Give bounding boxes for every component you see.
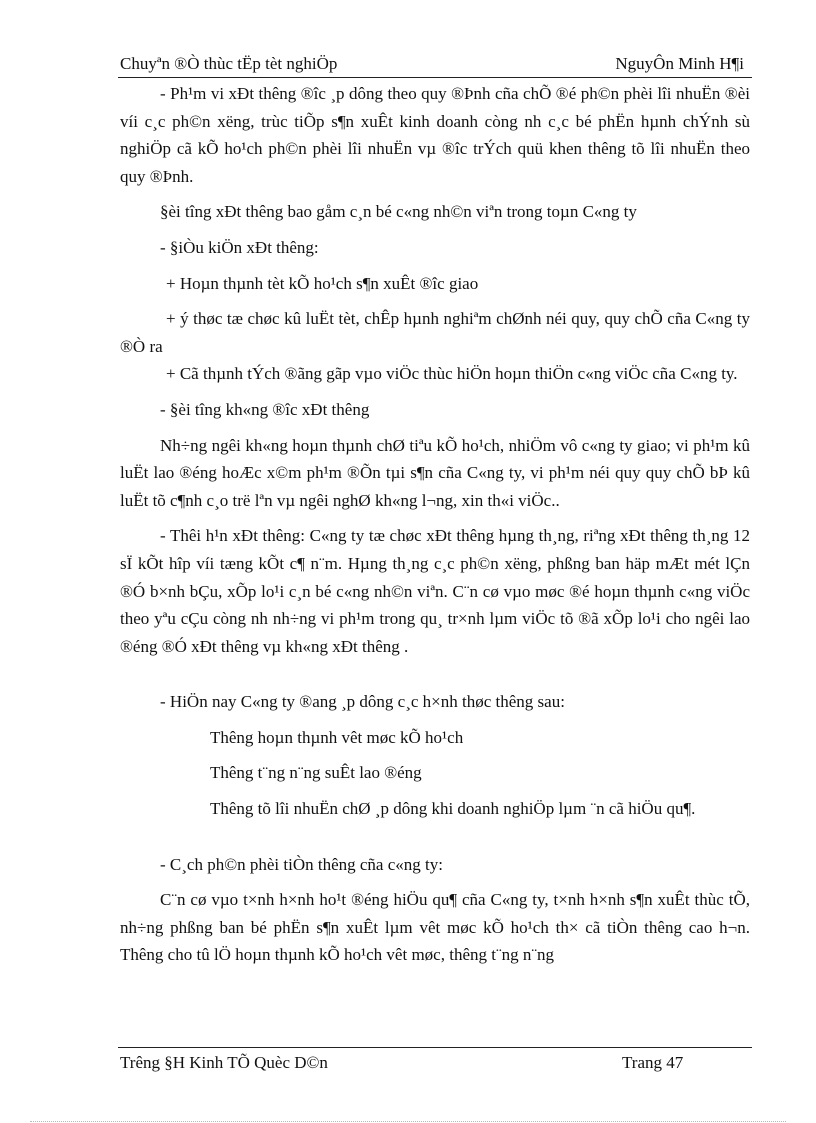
- header-title: Chuyªn ®Ò thùc tËp tèt nghiÖp: [120, 54, 338, 73]
- condition-item-1: + Hoµn thµnh tèt kÕ ho¹ch s¶n xuÊt ®îc giao: [166, 273, 479, 293]
- condition-item-3: + Cã thµnh tÝch ®ãng gãp vµo viÖc thùc hiÖn hoµn thiÖn c«ng viÖc cña C«ng ty.: [166, 364, 738, 384]
- paragraph-distribution-detail: C¨n cø vµo t×nh h×nh ho¹t ®éng hiÖu qu¶ cña C«ng ty, t×nh h×nh s¶n xuÊt thùc tÕ, nh÷ng phßng ban bé phËn s¶n xuÊt lµm vêt møc kÕ ho¹ch th× cã tiÒn thêng cao h¬n. Thêng cho tû lÖ hoµn thµnh kÕ ho¹ch vêt møc, thêng t¨ng n¨ng: [120, 890, 750, 965]
- header-author: NguyÔn Minh H¶i: [615, 54, 744, 73]
- paragraph-bonus-forms-heading: - HiÖn nay C«ng ty ®ang ¸p dông c¸c h×nh thøc thêng sau:: [160, 692, 565, 712]
- page-edge-divider: [30, 1121, 786, 1122]
- paragraph-review-period: - Thêi h¹n xÐt thêng: C«ng ty tæ chøc xÐt thêng hµng th¸ng, riªng xÐt thêng th¸ng 12 sÏ kÕt hîp víi tæng kÕt c¶ n¨m. Hµng th¸ng c¸c ph©n xëng, phßng ban häp mÆt mét lÇn ®Ó b×nh bÇu, xÕp lo¹i c¸n bé c«ng nh©n viªn. C¨n cø vµo møc ®é hoµn thµnh c«ng viÖc theo yªu cÇu còng nh nh÷ng vi ph¹m trong qu¸ tr×nh lµm viÖc tõ ®ã xÕp lo¹i cho ngêi lao ®éng ®Ó xÐt thêng vµ kh«ng xÐt thêng .: [120, 526, 750, 656]
- footer-rule: [118, 1047, 752, 1048]
- header-rule: [118, 77, 752, 78]
- bonus-form-2: Thêng t¨ng n¨ng suÊt lao ®éng: [210, 763, 422, 783]
- footer-institution: Trêng §H Kinh TÕ Quèc D©n: [120, 1053, 328, 1072]
- paragraph-ineligible-heading: - §èi tîng kh«ng ®îc xÐt thêng: [160, 399, 370, 419]
- bonus-form-3: Thêng tõ lîi nhuËn chØ ¸p dông khi doanh nghiÖp lµm ¨n cã hiÖu qu¶.: [210, 799, 696, 819]
- paragraph-eligible-subjects: §èi tîng xÐt thêng bao gåm c¸n bé c«ng nh©n viªn trong toµn C«ng ty: [160, 202, 637, 222]
- page-header: [120, 54, 752, 76]
- paragraph-ineligible-detail: Nh÷ng ngêi kh«ng hoµn thµnh chØ tiªu kÕ ho¹ch, nhiÖm vô c«ng ty giao; vi ph¹m kû luËt lao ®éng hoÆc x©m ph¹m ®Õn tµi s¶n cña C«ng ty, vi ph¹m néi quy quy chÕ bÞ kû luËt tõ c¶nh c¸o trë lªn vµ ngêi nghØ kh«ng l¬ng, xin th«i viÖc..: [120, 435, 750, 510]
- paragraph-distribution-heading: - C¸ch ph©n phèi tiÒn thêng cña c«ng ty:: [160, 854, 443, 874]
- document-body: [120, 80, 750, 969]
- paragraph-conditions-heading: - §iÒu kiÖn xÐt thêng:: [160, 237, 319, 257]
- condition-item-2: + ý thøc tæ chøc kû luËt tèt, chÊp hµnh nghiªm chØnh néi quy, quy chÕ cña C«ng ty ®Ò ra: [120, 309, 750, 356]
- page-number: Trang 47: [622, 1053, 684, 1072]
- bonus-form-1: Thêng hoµn thµnh vêt møc kÕ ho¹ch: [210, 727, 464, 747]
- paragraph-scope: - Ph¹m vi xÐt thêng ®îc ¸p dông theo quy ®Þnh cña chÕ ®é ph©n phèi lîi nhuËn ®èi víi c¸c ph©n xëng, trùc tiÕp s¶n xuÊt kinh doanh còng nh c¸c bé phËn hµnh chÝnh sù nghiÖp cã kÕ ho¹ch ph©n phèi lîi nhuËn vµ ®îc trÝch quü khen thêng tõ lîi nhuËn theo quy ®Þnh.: [120, 84, 750, 186]
